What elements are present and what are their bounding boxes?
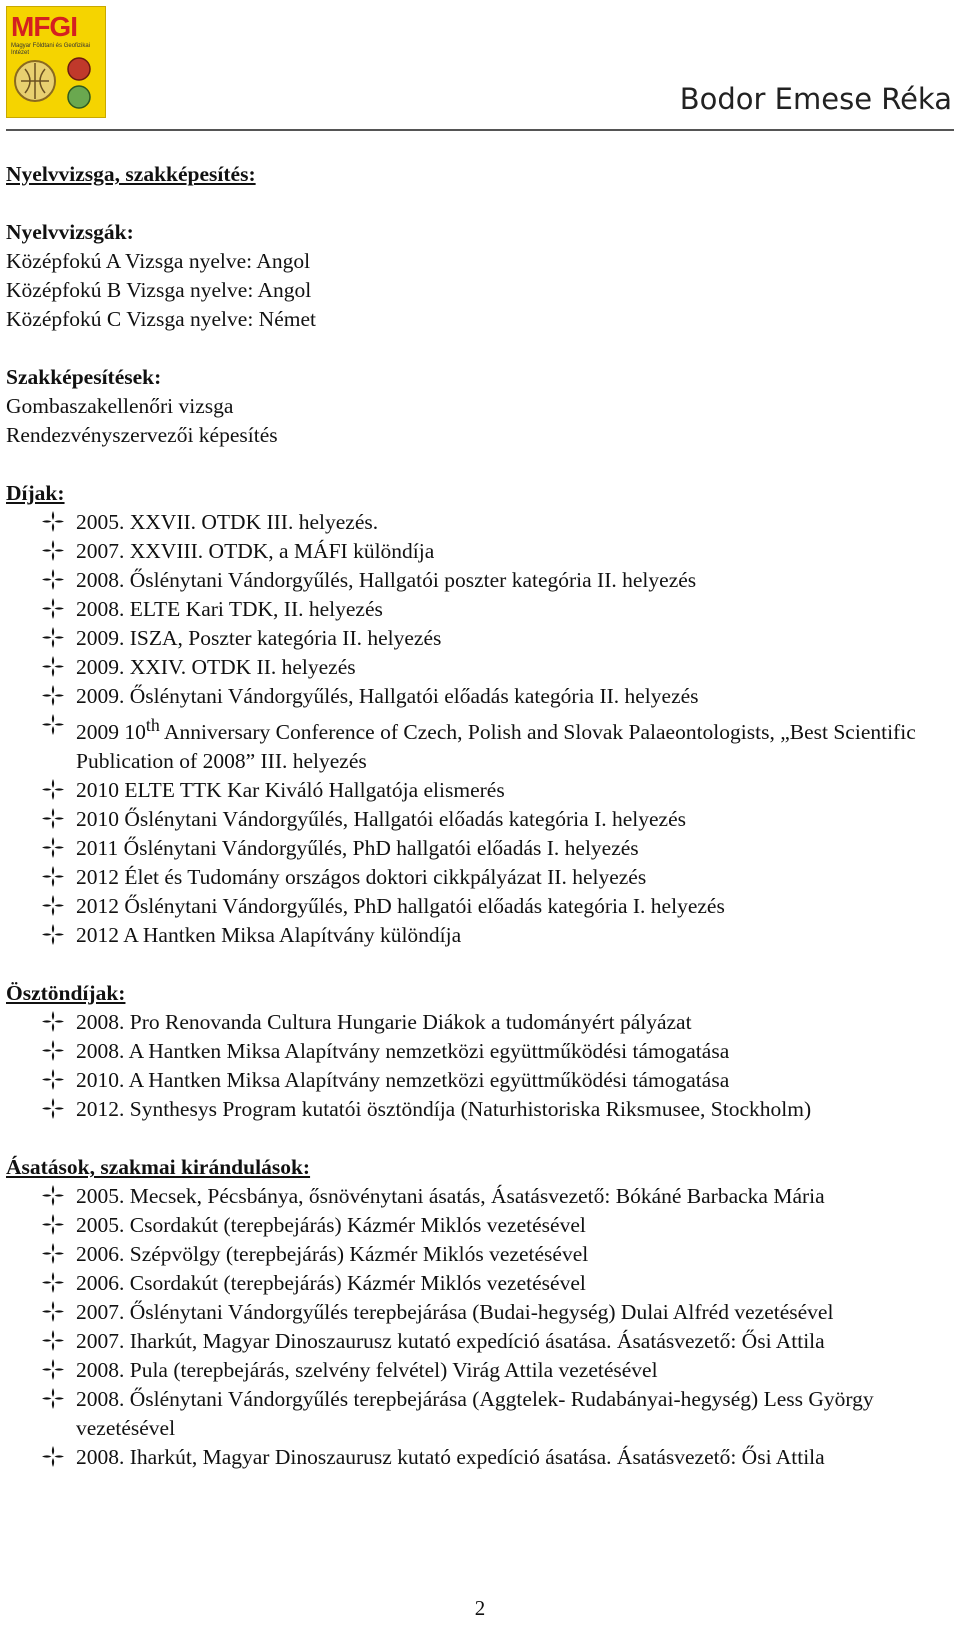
list-item [6,921,951,950]
diamond-bullet-icon [42,1327,64,1356]
list-item-text: 2006. Szépvölgy (terepbejárás) Kázmér Miklós vezetésével [76,1242,589,1267]
list-item [6,1182,951,1211]
section-title-language: Nyelvvizsga, szakképesítés: [6,162,256,186]
list-item-text: 2008. Iharkút, Magyar Dinoszaurusz kutató expedíció ásatása. Ásatásvezető: Ősi Attila [76,1445,825,1470]
diamond-bullet-icon [42,805,64,834]
list-item-text: 2008. A Hantken Miksa Alapítvány nemzetközi együttműködési támogatása [76,1039,730,1064]
list-item-text: 2008. ELTE Kari TDK, II. helyezés [76,597,383,621]
section-title-awards: Díjak: [6,481,65,505]
qualifications-title: Szakképesítések: [6,365,162,389]
list-item-text: 2011 Őslénytani Vándorgyűlés, PhD hallgatói előadás I. helyezés [76,836,639,861]
diamond-bullet-icon [42,1037,64,1066]
logo-subtitle: Magyar Földtani és Geofizikai Intézet [11,43,91,56]
diamond-bullet-icon [42,566,64,595]
list-item-text: 2012. Synthesys Program kutatói ösztöndíja (Naturhistoriska Riksmusee, Stockholm) [76,1097,812,1122]
list-item-text-continued: Anniversary Conference of Czech, Polish and Slovak Palaeontologists, „Best Scientific Publication of 2008” III. helyezés [76,720,916,774]
page-header [0,0,960,135]
list-item-text: 2009. Őslénytani Vándorgyűlés, Hallgatói előadás kategória II. helyezés [76,684,699,708]
diamond-bullet-icon [42,1298,64,1327]
diamond-bullet-icon [42,892,64,921]
mfgi-logo [6,6,106,118]
diamond-bullet-icon [42,595,64,624]
list-item [6,1066,951,1095]
spacer [6,334,951,363]
list-item [6,776,951,805]
excavations-list [6,1182,951,1472]
diamond-bullet-icon [42,834,64,863]
logo-title: MFGI [11,11,77,42]
document-body [6,160,951,1472]
section-title-excavations: Ásatások, szakmai kirándulások: [6,1155,311,1180]
list-item [6,1211,951,1240]
list-item-text: 2010 ELTE TTK Kar Kiváló Hallgatója elismerés [76,778,505,803]
language-exams-title: Nyelvvizsgák: [6,220,134,244]
diamond-bullet-icon [42,921,64,950]
list-item [6,1095,951,1124]
qualification-line: Gombaszakellenőri vizsga [6,394,234,418]
diamond-bullet-icon [42,1008,64,1037]
diamond-bullet-icon [42,682,64,711]
spacer [6,450,951,479]
list-item-text: 2007. Iharkút, Magyar Dinoszaurusz kutató expedíció ásatása. Ásatásvezető: Ősi Attila [76,1329,825,1354]
list-item [6,1298,951,1327]
list-item-text: 2007. XXVIII. OTDK, a MÁFI különdíja [76,539,435,563]
list-item [6,863,951,892]
list-item-text: 2006. Csordakút (terepbejárás) Kázmér Miklós vezetésével [76,1271,586,1296]
list-item-text: 2007. Őslénytani Vándorgyűlés terepbejárása (Budai-hegység) Dulai Alfréd vezetésével [76,1300,834,1325]
list-item [6,508,951,537]
list-item-text: 2010 Őslénytani Vándorgyűlés, Hallgatói előadás kategória I. helyezés [76,807,686,832]
list-item [6,805,951,834]
list-item-text: 2010. A Hantken Miksa Alapítvány nemzetközi együttműködési támogatása [76,1068,730,1093]
scholarships-list [6,1008,951,1124]
awards-list [6,508,951,950]
list-item [6,1356,951,1385]
diamond-bullet-icon [42,1211,64,1240]
section-title-scholarships: Ösztöndíjak: [6,981,126,1006]
language-exam-line: Középfokú C Vizsga nyelve: Német [6,307,316,331]
list-item [6,1037,951,1066]
list-item [6,682,951,711]
list-item [6,1327,951,1356]
spacer [6,950,951,979]
list-item [6,711,951,776]
diamond-bullet-icon [42,1182,64,1211]
ordinal-suffix: th [145,715,160,735]
diamond-bullet-icon [42,1443,64,1472]
spacer [6,189,951,218]
diamond-bullet-icon [42,711,64,740]
page-number: 2 [474,1596,486,1620]
list-item-text: 2009 10 [76,720,146,745]
author-name: Bodor Emese Réka [679,82,952,116]
diamond-bullet-icon [42,1356,64,1385]
list-item-text: 2012 Őslénytani Vándorgyűlés, PhD hallgatói előadás kategória I. helyezés [76,894,725,919]
diamond-bullet-icon [42,776,64,805]
list-item [6,653,951,682]
diamond-bullet-icon [42,1385,64,1414]
language-exam-line: Középfokú B Vizsga nyelve: Angol [6,278,312,302]
diamond-bullet-icon [42,863,64,892]
list-item [6,1008,951,1037]
header-divider [6,129,954,131]
list-item-text: 2008. Pro Renovanda Cultura Hungarie Diákok a tudományért pályázat [76,1010,692,1035]
list-item [6,1240,951,1269]
diamond-bullet-icon [42,1095,64,1124]
language-exam-line: Középfokú A Vizsga nyelve: Angol [6,249,311,273]
diamond-bullet-icon [42,537,64,566]
list-item [6,1443,951,1472]
list-item [6,595,951,624]
list-item [6,1385,951,1443]
list-item [6,624,951,653]
logo-emblem-icon [13,55,101,113]
diamond-bullet-icon [42,1240,64,1269]
list-item-text: 2009. XXIV. OTDK II. helyezés [76,655,356,679]
spacer [6,1124,951,1153]
list-item-text: 2009. ISZA, Poszter kategória II. helyezés [76,626,442,650]
list-item-text: 2005. Csordakút (terepbejárás) Kázmér Miklós vezetésével [76,1213,586,1238]
list-item-text: 2012 Élet és Tudomány országos doktori cikkpályázat II. helyezés [76,865,647,890]
diamond-bullet-icon [42,508,64,537]
list-item-text: 2005. XXVII. OTDK III. helyezés. [76,510,379,534]
diamond-bullet-icon [42,1269,64,1298]
list-item-text: 2008. Pula (terepbejárás, szelvény felvétel) Virág Attila vezetésével [76,1358,658,1383]
diamond-bullet-icon [42,653,64,682]
list-item-text: 2008. Őslénytani Vándorgyűlés terepbejárása (Aggtelek- Rudabányai-hegység) Less György vezetésével [76,1387,874,1441]
diamond-bullet-icon [42,624,64,653]
list-item-text: 2005. Mecsek, Pécsbánya, ősnövénytani ásatás, Ásatásvezető: Bókáné Barbacka Mária [76,1184,825,1209]
list-item [6,892,951,921]
list-item [6,566,951,595]
diamond-bullet-icon [42,1066,64,1095]
list-item [6,834,951,863]
list-item [6,537,951,566]
list-item-text: 2008. Őslénytani Vándorgyűlés, Hallgatói poszter kategória II. helyezés [76,568,697,592]
list-item-text: 2012 A Hantken Miksa Alapítvány különdíja [76,923,462,948]
qualification-line: Rendezvényszervezői képesítés [6,423,278,447]
list-item [6,1269,951,1298]
